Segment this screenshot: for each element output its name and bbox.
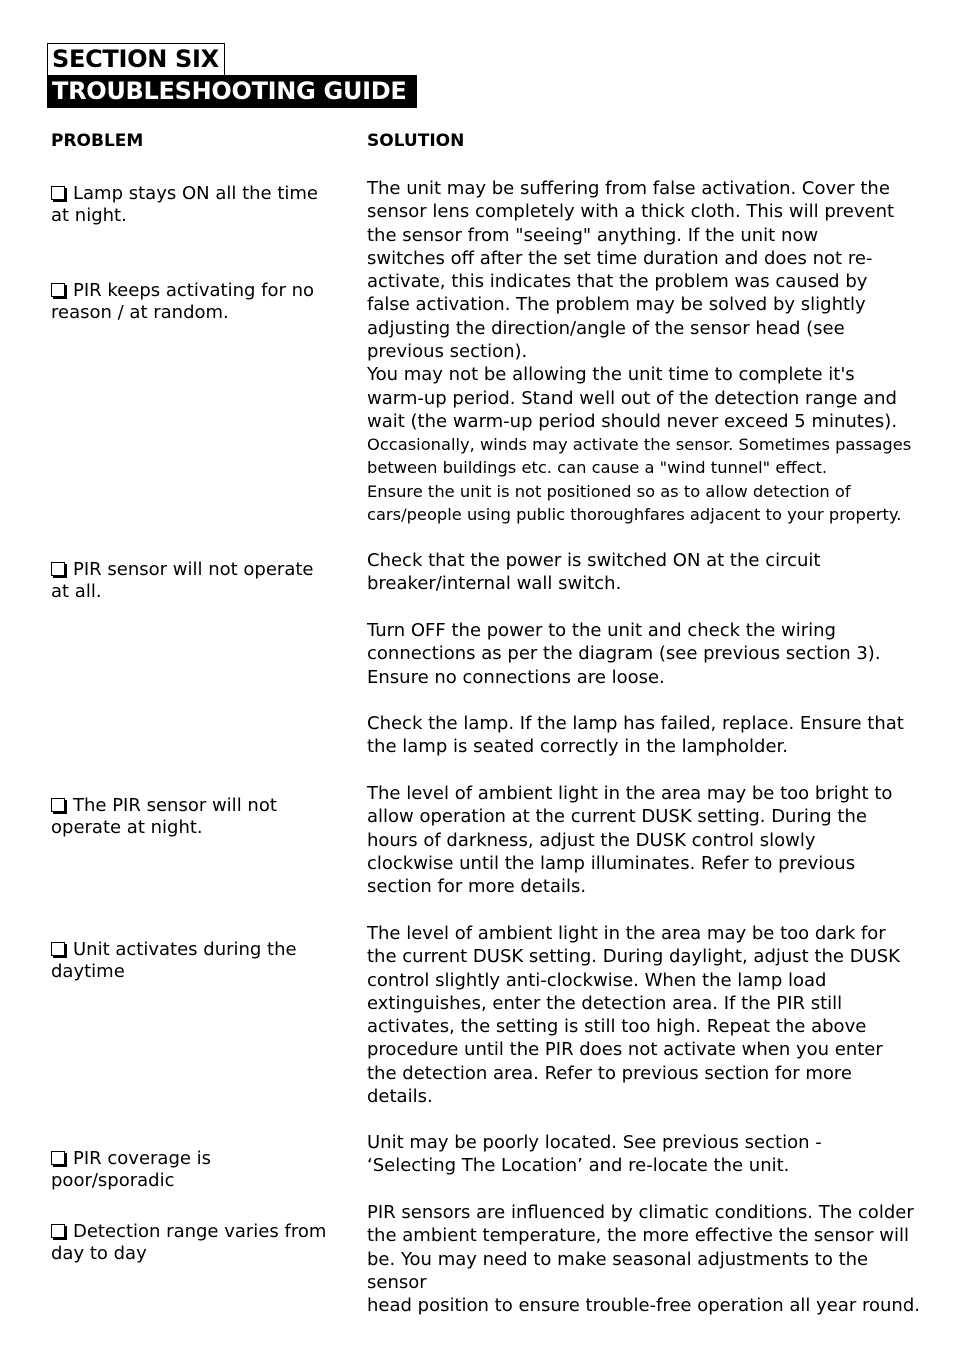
solution-location: Unit may be poorly located. See previous section - ‘Selecting The Location’ and re-locate the unit.	[367, 1132, 822, 1177]
problem-text: Detection range varies from day to day	[51, 1221, 327, 1264]
section-label: SECTION SIX	[47, 43, 225, 76]
problem-text: The PIR sensor will not operate at night.	[51, 795, 277, 838]
solution-wiring: Turn OFF the power to the unit and check the wiring connections as per the diagram (see previous section 3). Ensure no connections are loose.	[367, 620, 881, 688]
problem-item	[51, 939, 351, 983]
checkbox-icon	[51, 562, 65, 576]
problem-item	[51, 1221, 351, 1265]
checkbox-icon	[51, 798, 65, 812]
solution-lamp: Check the lamp. If the lamp has failed, replace. Ensure that the lamp is seated correctly in the lampholder.	[367, 713, 904, 758]
solution-false-activation: The unit may be suffering from false activation. Cover the sensor lens completely with a thick cloth. This will prevent the sensor from "seeing" anything. If the unit now switches off after the set time duration and does not re- activate, this indicates that the problem was caused by false activation. The problem may be solved by slightly adjusting the direction/angle of the sensor head (see previous section). You may not be allowing the unit time to complete it's warm-up period. Stand well out of the detection range and wait (the warm-up period should never exceed 5 minutes).	[367, 178, 898, 432]
problem-item	[51, 280, 351, 324]
checkbox-icon	[51, 1224, 65, 1238]
problem-column-header: PROBLEM	[51, 131, 144, 151]
problem-text: Lamp stays ON all the time at night.	[51, 183, 318, 226]
checkbox-icon	[51, 942, 65, 956]
solution-power: Check that the power is switched ON at the circuit breaker/internal wall switch.	[367, 550, 821, 595]
problem-item	[51, 795, 351, 839]
solution-daytime: The level of ambient light in the area may be too dark for the current DUSK setting. During daylight, adjust the DUSK control slightly anti-clockwise. When the lamp load extinguishes, enter the detection area. If the PIR still activates, the setting is still too high. Repeat the above procedure until the PIR does not activate when you enter the detection area. Refer to previous section for more details.	[367, 923, 900, 1108]
problem-text: PIR coverage is poor/sporadic	[51, 1148, 212, 1191]
problem-item	[51, 559, 351, 603]
problem-text: PIR keeps activating for no reason / at random.	[51, 280, 315, 323]
solution-night: The level of ambient light in the area may be too bright to allow operation at the current DUSK setting. During the hours of darkness, adjust the DUSK control slowly clockwise until the lamp illuminates. Refer to previous section for more details.	[367, 783, 893, 898]
solution-wind: Occasionally, winds may activate the sensor. Sometimes passages between buildings etc. can cause a "wind tunnel" effect. Ensure the unit is not positioned so as to allow detection of cars/people using public thoroughfares adjacent to your property.	[367, 435, 912, 524]
problem-item	[51, 1148, 351, 1192]
checkbox-icon	[51, 1151, 65, 1165]
solution-column-header: SOLUTION	[367, 131, 465, 151]
problem-text: PIR sensor will not operate at all.	[51, 559, 314, 602]
checkbox-icon	[51, 186, 65, 200]
problem-item	[51, 183, 351, 227]
problem-text: Unit activates during the daytime	[51, 939, 297, 982]
page-title: TROUBLESHOOTING GUIDE	[47, 75, 417, 108]
checkbox-icon	[51, 283, 65, 297]
solution-climate: PIR sensors are influenced by climatic conditions. The colder the ambient temperature, the more effective the sensor will be. You may need to make seasonal adjustments to the sensor head position to ensure trouble-free operation all year round.	[367, 1202, 920, 1317]
